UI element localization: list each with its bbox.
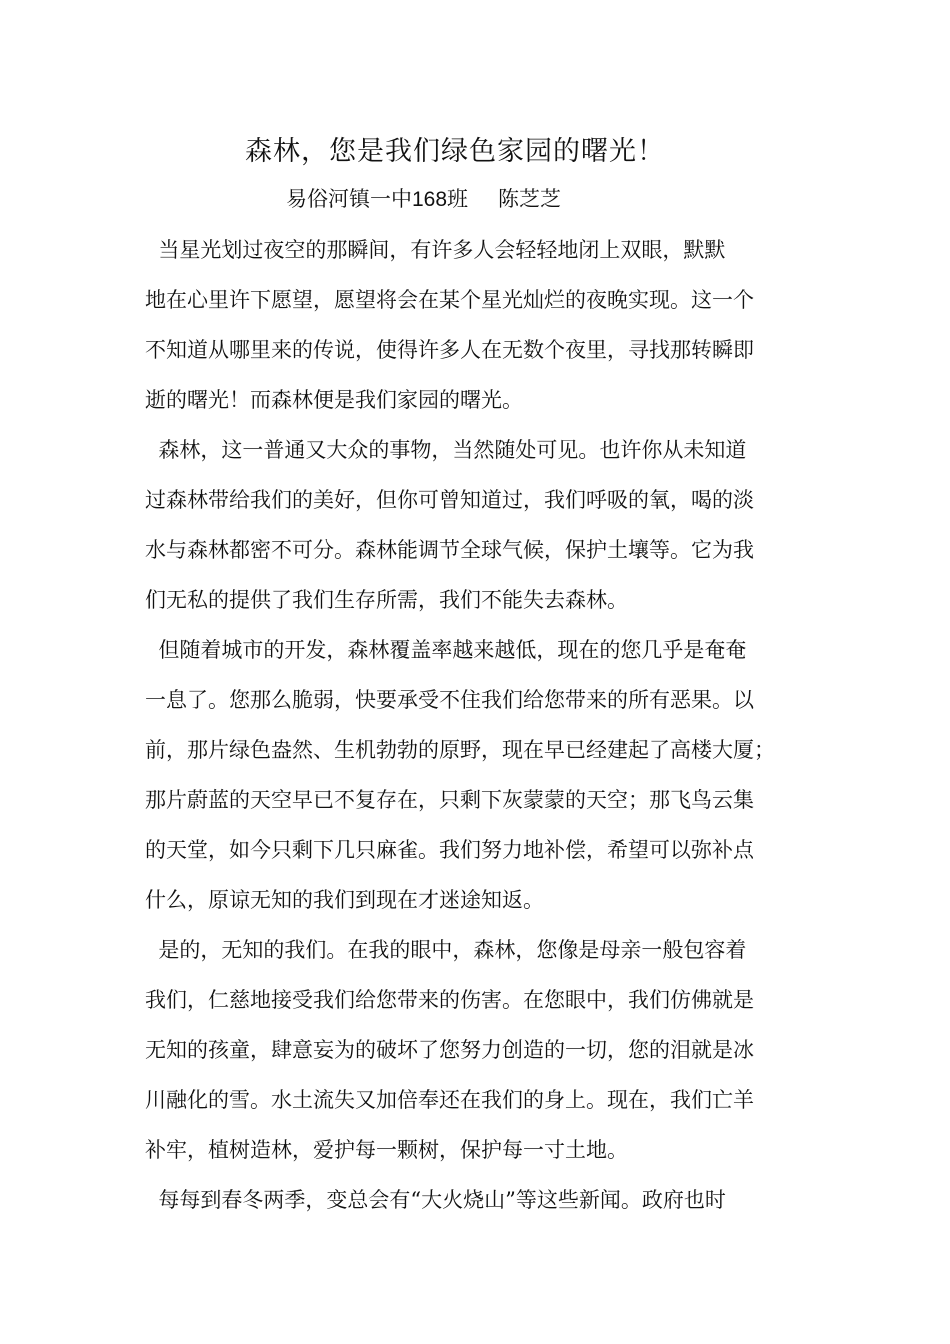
article-body	[145, 231, 825, 1231]
paragraph	[145, 931, 825, 1181]
school-name: 易俗河镇一中	[286, 187, 412, 211]
paragraph	[145, 1181, 825, 1231]
text-line: 森林，这一普通又大众的事物，当然随处可见。也许你从未知道	[145, 438, 747, 462]
text-line: 无知的孩童，肆意妄为的破坏了您努力创造的一切，您的泪就是冰	[145, 1038, 754, 1062]
byline	[286, 182, 561, 217]
text-line: 一息了。您那么脆弱，快要承受不住我们给您带来的所有恶果。以	[145, 688, 754, 712]
paragraph	[145, 431, 825, 631]
class-suffix: 班	[447, 187, 469, 211]
page-title: 森林，您是我们绿色家园的曙光！	[245, 136, 665, 167]
text-line: 什么，原谅无知的我们到现在才迷途知返。	[145, 888, 544, 912]
text-line: 当星光划过夜空的那瞬间，有许多人会轻轻地闭上双眼，默默	[145, 238, 726, 262]
text-line: 但随着城市的开发，森林覆盖率越来越低，现在的您几乎是奄奄	[145, 638, 747, 662]
class-number: 168	[412, 188, 448, 211]
paragraph	[145, 631, 825, 931]
text-line: 地在心里许下愿望，愿望将会在某个星光灿烂的夜晚实现。这一个	[145, 288, 754, 312]
text-line: 我们，仁慈地接受我们给您带来的伤害。在您眼中，我们仿佛就是	[145, 988, 754, 1012]
text-line: 不知道从哪里来的传说，使得许多人在无数个夜里，寻找那转瞬即	[145, 338, 754, 362]
text-line: 川融化的雪。水土流失又加倍奉还在我们的身上。现在，我们亡羊	[145, 1088, 754, 1112]
text-line: 补牢，植树造林，爱护每一颗树，保护每一寸土地。	[145, 1138, 628, 1162]
author-name: 陈芝芝	[498, 187, 562, 211]
text-line: 那片蔚蓝的天空早已不复存在，只剩下灰蒙蒙的天空；那飞鸟云集	[145, 788, 754, 812]
text-line: 逝的曙光！而森林便是我们家园的曙光。	[145, 388, 523, 412]
text-line: 水与森林都密不可分。森林能调节全球气候，保护土壤等。它为我	[145, 538, 754, 562]
text-line: 过森林带给我们的美好，但你可曾知道过，我们呼吸的氧，喝的淡	[145, 488, 754, 512]
text-line: 的天堂，如今只剩下几只麻雀。我们努力地补偿，希望可以弥补点	[145, 838, 754, 862]
text-line: 是的，无知的我们。在我的眼中，森林，您像是母亲一般包容着	[145, 938, 747, 962]
text-line: 前，那片绿色盎然、生机勃勃的原野，现在早已经建起了高楼大厦；	[145, 738, 775, 762]
text-line: 每每到春冬两季，变总会有“大火烧山”等这些新闻。政府也时	[145, 1188, 726, 1212]
paragraph	[145, 231, 825, 431]
text-line: 们无私的提供了我们生存所需，我们不能失去森林。	[145, 588, 628, 612]
